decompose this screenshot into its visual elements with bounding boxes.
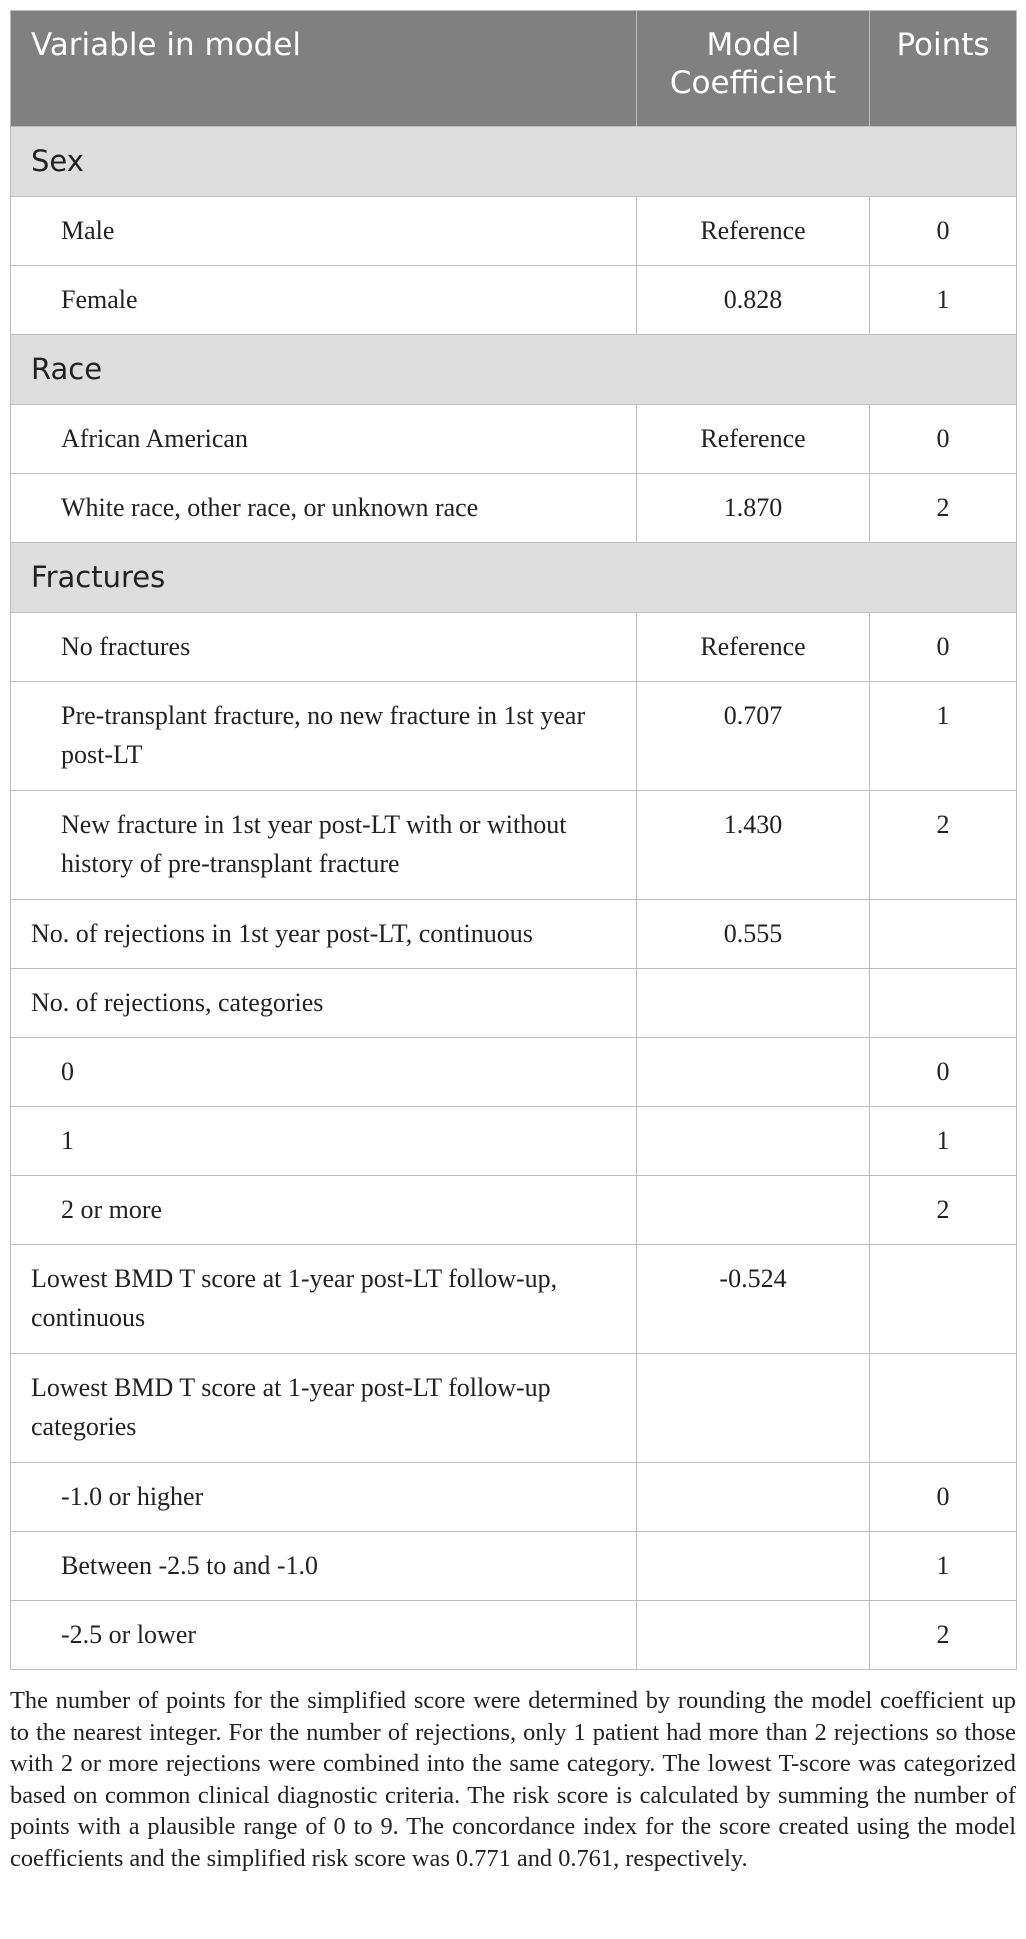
points-cell: [870, 1245, 1017, 1354]
points-cell: 1: [870, 266, 1017, 335]
section-label: Fractures: [11, 543, 1017, 613]
points-cell: 0: [870, 1038, 1017, 1107]
points-cell: 0: [870, 613, 1017, 682]
table-row: [11, 791, 1017, 900]
coefficient-cell: 1.870: [637, 474, 870, 543]
points-cell: 1: [870, 1107, 1017, 1176]
section-row: [11, 543, 1017, 613]
variable-cell: No. of rejections in 1st year post-LT, continuous: [11, 900, 637, 969]
variable-cell: Pre-transplant fracture, no new fracture in 1st year post-LT: [11, 682, 637, 791]
coefficient-cell: Reference: [637, 405, 870, 474]
variable-cell: Male: [11, 197, 637, 266]
table-row: [11, 613, 1017, 682]
table-header: [11, 11, 1017, 127]
coefficient-cell: [637, 969, 870, 1038]
variable-cell: African American: [11, 405, 637, 474]
points-cell: 0: [870, 405, 1017, 474]
variable-cell: 0: [11, 1038, 637, 1107]
table-row: [11, 474, 1017, 543]
table-row: [11, 1354, 1017, 1463]
coefficient-cell: [637, 1532, 870, 1601]
variable-cell: 2 or more: [11, 1176, 637, 1245]
table-footnote: The number of points for the simplified score were determined by rounding the model coefficient up to the nearest integer. For the number of rejections, only 1 patient had more than 2 rejections so those with 2 or more rejections were combined into the same category. The lowest T-score was categorized based on common clinical diagnostic criteria. The risk score is calculated by summing the number of points with a plausible range of 0 to 9. The concordance index for the score created using the model coefficients and the simplified risk score was 0.771 and 0.761, respectively.: [10, 1687, 1016, 1872]
coefficient-cell: 0.828: [637, 266, 870, 335]
variable-cell: -1.0 or higher: [11, 1463, 637, 1532]
section-row: [11, 127, 1017, 197]
coefficient-cell: [637, 1354, 870, 1463]
coefficient-cell: Reference: [637, 197, 870, 266]
points-cell: 1: [870, 682, 1017, 791]
coefficient-cell: 0.707: [637, 682, 870, 791]
points-cell: 1: [870, 1532, 1017, 1601]
variable-cell: 1: [11, 1107, 637, 1176]
table-row: [11, 1038, 1017, 1107]
table-row: [11, 1532, 1017, 1601]
points-cell: 2: [870, 474, 1017, 543]
points-cell: 2: [870, 1176, 1017, 1245]
points-cell: [870, 900, 1017, 969]
variable-cell: Lowest BMD T score at 1-year post-LT follow-up, continuous: [11, 1245, 637, 1354]
header-row: [11, 11, 1017, 127]
table-row: [11, 1176, 1017, 1245]
table-body: [11, 127, 1017, 1670]
section-row: [11, 335, 1017, 405]
table-row: [11, 405, 1017, 474]
variable-cell: Lowest BMD T score at 1-year post-LT follow-up categories: [11, 1354, 637, 1463]
coefficient-cell: [637, 1038, 870, 1107]
table-row: [11, 682, 1017, 791]
table-row: [11, 900, 1017, 969]
variable-cell: -2.5 or lower: [11, 1601, 637, 1670]
variable-cell: Between -2.5 to and -1.0: [11, 1532, 637, 1601]
table-row: [11, 969, 1017, 1038]
table-row: [11, 1107, 1017, 1176]
table-row: [11, 197, 1017, 266]
risk-score-table-container: [10, 10, 1016, 1670]
table-row: [11, 1463, 1017, 1532]
points-cell: [870, 1354, 1017, 1463]
points-cell: 0: [870, 1463, 1017, 1532]
section-label: Sex: [11, 127, 1017, 197]
coefficient-cell: 0.555: [637, 900, 870, 969]
coefficient-cell: [637, 1176, 870, 1245]
coefficient-cell: 1.430: [637, 791, 870, 900]
variable-cell: White race, other race, or unknown race: [11, 474, 637, 543]
coefficient-cell: [637, 1601, 870, 1670]
table-row: [11, 1601, 1017, 1670]
points-cell: 0: [870, 197, 1017, 266]
header-variable: Variable in model: [11, 11, 637, 127]
coefficient-cell: -0.524: [637, 1245, 870, 1354]
points-cell: 2: [870, 1601, 1017, 1670]
variable-cell: No. of rejections, categories: [11, 969, 637, 1038]
variable-cell: No fractures: [11, 613, 637, 682]
section-label: Race: [11, 335, 1017, 405]
coefficient-cell: Reference: [637, 613, 870, 682]
variable-cell: Female: [11, 266, 637, 335]
header-coefficient: Model Coefficient: [637, 11, 870, 127]
variable-cell: New fracture in 1st year post-LT with or without history of pre-transplant fracture: [11, 791, 637, 900]
coefficient-cell: [637, 1107, 870, 1176]
risk-score-table: [10, 10, 1017, 1670]
table-row: [11, 1245, 1017, 1354]
points-cell: [870, 969, 1017, 1038]
coefficient-cell: [637, 1463, 870, 1532]
points-cell: 2: [870, 791, 1017, 900]
header-points: Points: [870, 11, 1017, 127]
table-row: [11, 266, 1017, 335]
